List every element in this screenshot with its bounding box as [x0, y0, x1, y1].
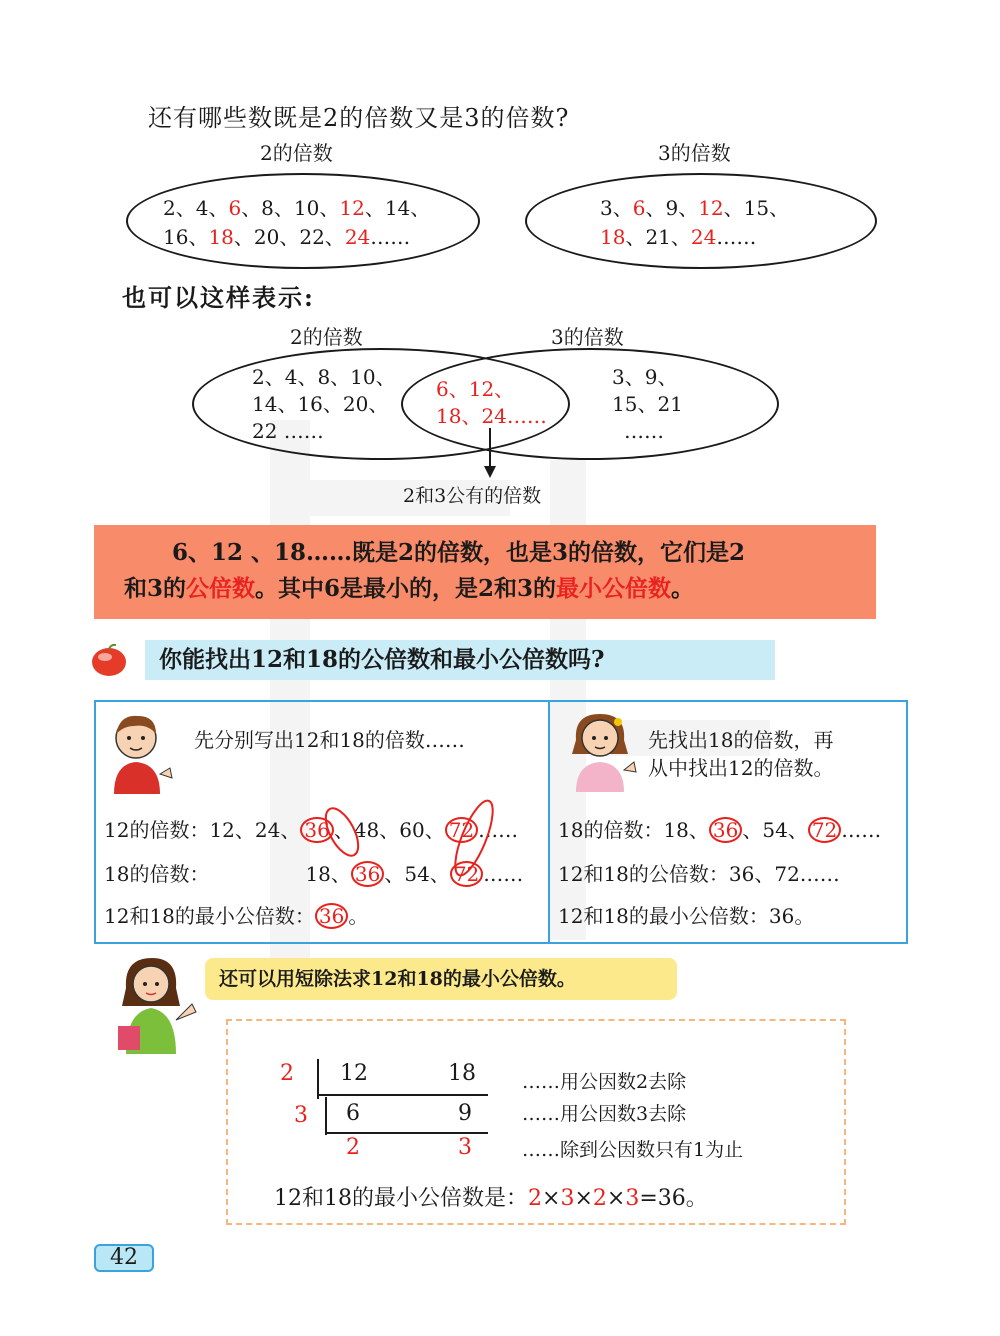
- venn-label-b: 3的倍数: [551, 325, 624, 349]
- common-multiple-number: 24: [344, 225, 371, 249]
- quotient-6: 6: [346, 1101, 360, 1126]
- multiple-number: 16、: [163, 225, 209, 249]
- common-multiple-number: 12: [698, 196, 724, 220]
- apple-icon: [91, 643, 127, 677]
- multiple-number: 2、4、: [163, 196, 229, 220]
- alternate-representation-title: 也可以这样表示:: [122, 283, 315, 312]
- venn-right-numbers: 3、9、 15、21 ……: [612, 365, 683, 443]
- solution-box: [94, 700, 908, 944]
- boy-avatar: [104, 712, 174, 794]
- division-note-2: ……用公因数3去除: [522, 1103, 687, 1125]
- teacher-speech: 还可以用短除法求12和18的最小公倍数。: [205, 958, 677, 1000]
- division-bars: [308, 1059, 508, 1139]
- short-division-box: [226, 1019, 846, 1225]
- venn-label-a: 2的倍数: [290, 325, 363, 349]
- divisor-1: 2: [280, 1061, 294, 1086]
- multiple-number: 、9、: [645, 196, 699, 220]
- final-2: 2: [346, 1135, 360, 1160]
- dividend-12: 12: [340, 1061, 368, 1086]
- venn-left-numbers: 2、4、8、10、 14、16、20、 22 ……: [252, 365, 396, 443]
- concept-box: 6、12 、18……既是2的倍数，也是3的倍数，它们是2 和3的公倍数。其中6是最小的，是2和3的最小公倍数。: [94, 525, 876, 619]
- teacher-avatar: [112, 954, 202, 1054]
- final-3: 3: [458, 1135, 472, 1160]
- common-multiple-number: 18: [600, 225, 626, 249]
- multiple-number: 3、: [600, 196, 633, 220]
- girl-row-lcm: 12和18的最小公倍数：36。: [558, 904, 815, 928]
- girl-row-18: 18的倍数：18、 36 、54、 72 ……: [558, 818, 882, 842]
- division-note-3: ……除到公因数只有1为止: [522, 1139, 744, 1161]
- common-multiple-number: 18: [208, 225, 234, 249]
- boy-row-18: 18的倍数： 18、 36 、54、 72 ……: [104, 862, 524, 886]
- quotient-9: 9: [458, 1101, 472, 1126]
- multiple-number: 、15、: [723, 196, 790, 220]
- multiple-number: ……: [716, 225, 757, 249]
- dividend-18: 18: [448, 1061, 476, 1086]
- boy-row-12: 12的倍数：12、24、 36 、48、60、 72 ……: [104, 818, 519, 842]
- question-title: 还有哪些数既是2的倍数又是3的倍数?: [148, 104, 570, 132]
- common-multiple-number: 24: [690, 225, 717, 249]
- multiple-number: 、20、22、: [233, 225, 345, 249]
- common-multiple-number: 6: [632, 196, 646, 220]
- column-divider: [548, 702, 550, 942]
- girl-row-common: 12和18的公倍数：36、72……: [558, 862, 840, 886]
- common-multiple-number: 12: [339, 196, 365, 220]
- multiple-number: ……: [370, 225, 411, 249]
- page-number: 42: [94, 1244, 154, 1272]
- multiple-number: 、21、: [625, 225, 691, 249]
- multiple-number: 、8、10、: [241, 196, 340, 220]
- set-a-numbers: [163, 194, 430, 252]
- set-a-label: 2的倍数: [260, 141, 333, 165]
- common-multiples-caption: 2和3公有的倍数: [403, 485, 542, 507]
- division-result: 12和18的最小公倍数是：2×3×2×3=36。: [274, 1186, 708, 1211]
- down-arrow-icon: [480, 428, 500, 480]
- division-note-1: ……用公因数2去除: [522, 1071, 687, 1093]
- boy-row-lcm: 12和18的最小公倍数： 36 。: [104, 904, 369, 928]
- set-b-label: 3的倍数: [658, 141, 731, 165]
- girl-avatar: [564, 710, 638, 792]
- connector-marks: [312, 798, 512, 898]
- multiple-number: 、14、: [364, 196, 431, 220]
- venn-intersection-numbers: 6、12、 18、24……: [436, 377, 547, 428]
- set-b-numbers: [600, 194, 789, 252]
- boy-speech: 先分别写出12和18的倍数……: [194, 728, 465, 752]
- divisor-2: 3: [294, 1103, 308, 1128]
- girl-speech: 先找出18的倍数，再 从中找出12的倍数。: [648, 728, 834, 780]
- common-multiple-number: 6: [228, 196, 242, 220]
- task-question: 你能找出12和18的公倍数和最小公倍数吗?: [145, 640, 775, 680]
